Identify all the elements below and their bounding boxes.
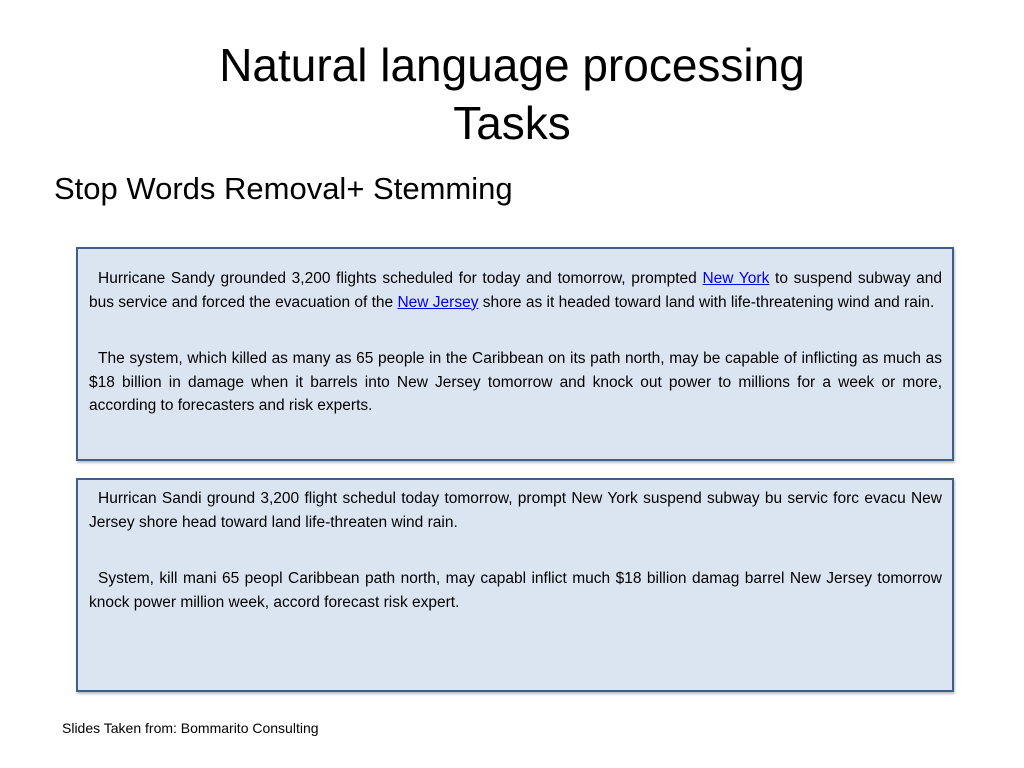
original-paragraph-1-text-end: shore as it headed toward land with life-threatening wind and rain.: [482, 293, 935, 311]
new-jersey-link[interactable]: New Jersey: [397, 293, 479, 311]
processed-text-box: [76, 478, 954, 692]
new-york-link[interactable]: New York: [702, 270, 770, 287]
processed-paragraph-1: Hurrican Sandi ground 3,200 flight schedul today tomorrow, prompt New York suspend subway bu servic forc evacu New Jersey shore head toward land life-threaten wind rain.: [89, 490, 942, 531]
slide-subtitle: Stop Words Removal+ Stemming: [54, 171, 513, 206]
original-paragraph-1-text-middle: to suspend subway and bus service and forced the evacuation of the: [89, 270, 942, 311]
original-paragraph-2: The system, which killed as many as 65 people in the Caribbean on its path north, may be capable of inflicting as much as $18 billion in damage when it barrels into New Jersey tomorrow and knock out power to millions for a week or more, according to forecasters and risk experts.: [89, 350, 942, 414]
slide-title-line-1: Natural language processing: [219, 39, 805, 91]
slide-title: [0, 36, 1024, 152]
original-text-box: [76, 247, 954, 461]
slide-footer-credit: Slides Taken from: Bommarito Consulting: [62, 720, 319, 736]
original-paragraph-1-text-start: Hurricane Sandy grounded 3,200 flights scheduled for today and tomorrow, prompted: [98, 270, 697, 287]
original-paragraph-1: [89, 267, 942, 314]
processed-paragraph-2: System, kill mani 65 peopl Caribbean path north, may capabl inflict much $18 billion damag barrel New Jersey tomorrow knock power million week, accord forecast risk expert.: [89, 570, 942, 611]
slide-title-line-2: Tasks: [453, 97, 571, 149]
